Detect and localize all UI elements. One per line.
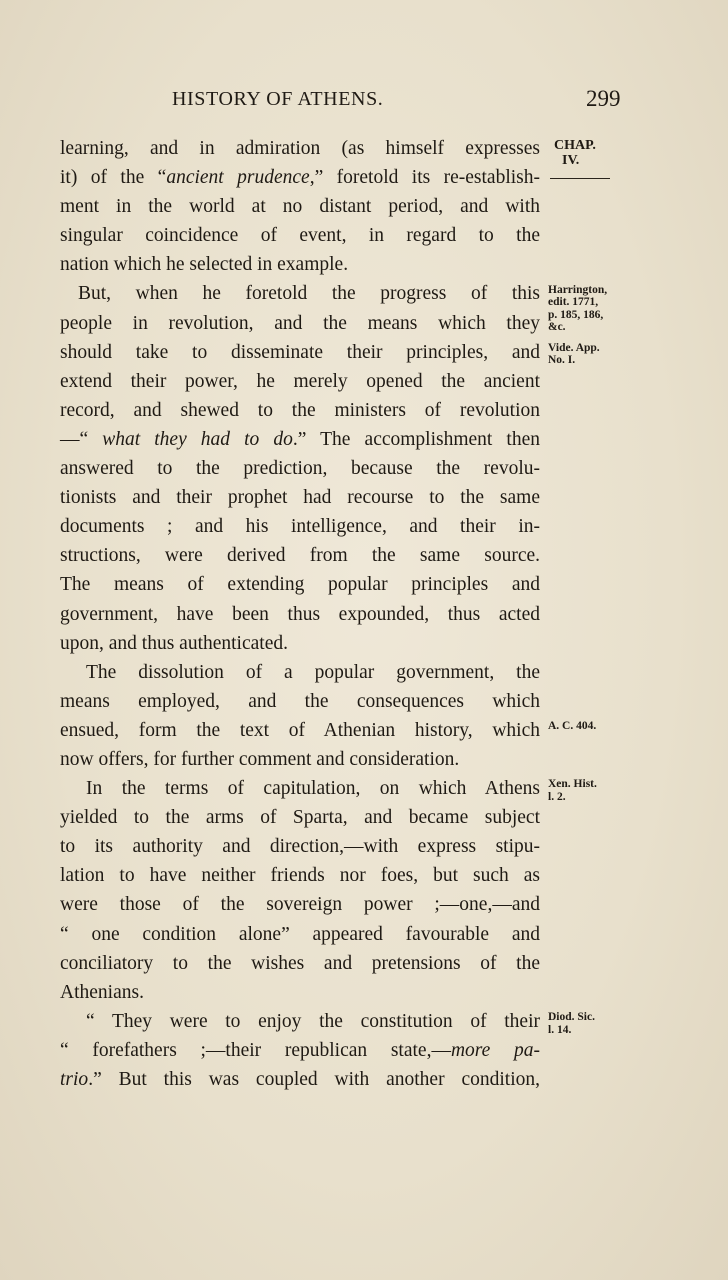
text-line: ensued, form the text of Athenian history, which [60, 719, 540, 741]
text-line: answered to the prediction, because the revolu- [60, 458, 540, 480]
text-line: documents ; and his intelligence, and their in- [60, 516, 540, 538]
text-line: conciliatory to the wishes and pretensions of the [60, 952, 540, 974]
margin-note: CHAP. IV. [554, 138, 596, 168]
text-line: lation to have neither friends nor foes, but such as [60, 865, 540, 887]
text-line: should take to disseminate their principles, and [60, 341, 540, 363]
text-line: record, and shewed to the ministers of revolution [60, 399, 540, 421]
text-line: trio.” But this was coupled with another condition, [60, 1069, 540, 1090]
text-line: “ They were to enjoy the constitution of their [86, 1010, 540, 1032]
text-line: now offers, for further comment and consideration. [60, 748, 460, 770]
margin-note: A. C. 404. [548, 720, 597, 732]
text-line: government, have been thus expounded, thus acted [60, 603, 540, 625]
page-header [0, 88, 728, 118]
text-line: extend their power, he merely opened the ancient [60, 370, 540, 392]
margin-note: Diod. Sic. l. 14. [548, 1011, 595, 1036]
running-head: HISTORY OF ATHENS. [172, 88, 384, 110]
body-text [60, 134, 540, 1094]
text-line: “ one condition alone” appeared favourable and [60, 923, 540, 945]
text-line: means employed, and the consequences which [60, 690, 540, 712]
text-line: “ forefathers ;—their republican state,—more pa- [60, 1039, 540, 1061]
text-line: nation which he selected in example. [60, 254, 349, 276]
text-line: upon, and thus authenticated. [60, 632, 288, 654]
text-line: learning, and in admiration (as himself expresses [60, 138, 540, 159]
text-line: In the terms of capitulation, on which Athens [86, 778, 540, 800]
text-line: —“ what they had to do.” The accomplishment then [60, 428, 540, 450]
text-line: ment in the world at no distant period, and with [60, 196, 540, 218]
text-line: The dissolution of a popular government, the [86, 661, 540, 683]
text-line: But, when he foretold the progress of this [78, 283, 540, 305]
text-line: yielded to the arms of Sparta, and became subject [60, 807, 540, 829]
text-line: structions, were derived from the same source. [60, 545, 540, 567]
text-line: were those of the sovereign power ;—one,—and [60, 894, 540, 916]
text-line: singular coincidence of event, in regard to the [60, 225, 540, 247]
margin-note: Xen. Hist. l. 2. [548, 778, 597, 803]
text-line: it) of the “ancient prudence,” foretold its re-establish- [60, 167, 540, 189]
margin-note: Harrington, edit. 1771, p. 185, 186, &c. [548, 283, 608, 333]
text-line: tionists and their prophet had recourse to the same [60, 487, 540, 509]
chapter-rule [550, 178, 610, 179]
text-line: people in revolution, and the means which they [60, 312, 540, 334]
page-number: 299 [586, 86, 621, 111]
text-line: Athenians. [60, 981, 144, 1003]
margin-note: Vide. App. No. I. [548, 341, 600, 367]
text-line: to its authority and direction,—with express stipu- [60, 836, 540, 858]
text-line: The means of extending popular principles and [60, 574, 540, 596]
